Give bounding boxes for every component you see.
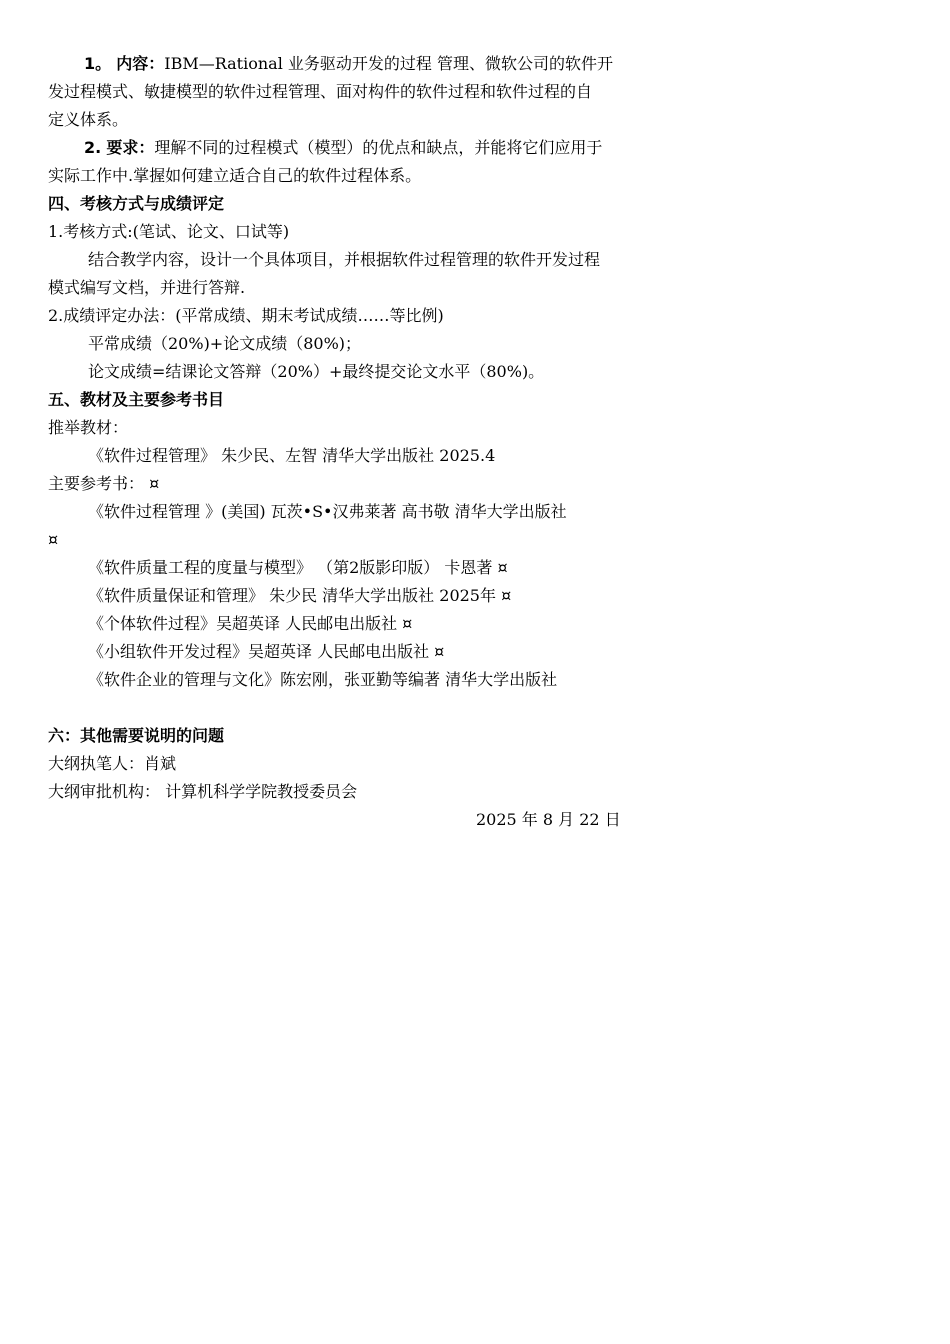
reference-6: 《软件企业的管理与文化》陈宏刚，张亚勤等编著 清华大学出版社 xyxy=(88,670,558,689)
blank-line xyxy=(48,694,718,722)
recommended-textbook-label: 推举教材： xyxy=(48,418,129,437)
syllabus-approver: 大纲审批机构： 计算机科学学院教授委员会 xyxy=(48,782,358,801)
references-label: 主要参考书： ¤ xyxy=(48,474,160,493)
recommended-textbook: 《软件过程管理》 朱少民、左智 清华大学出版社 2025.4 xyxy=(88,446,496,465)
section-6-heading: 六：其他需要说明的问题 xyxy=(48,726,225,745)
requirement-line-1 xyxy=(48,134,718,162)
assessment-method: 1.考核方式:(笔试、论文、口试等) xyxy=(48,222,290,241)
content-text-1: IBM—Rational 业务驱动开发的过程 管理、微软公司的软件开 xyxy=(164,54,613,73)
content-text-2: 发过程模式、敏捷模型的软件过程管理、面对构件的软件过程和软件过程的自 xyxy=(48,82,593,101)
grading-method: 2.成绩评定办法：(平常成绩、期末考试成绩……等比例) xyxy=(48,306,444,325)
requirement-label: 要求： xyxy=(106,138,155,157)
assessment-method-body-1: 结合教学内容，设计一个具体项目，并根据软件过程管理的软件开发过程 xyxy=(88,250,601,269)
requirement-text-2: 实际工作中.掌握如何建立适合自己的软件过程体系。 xyxy=(48,166,422,185)
document-page xyxy=(48,50,718,834)
section-4-heading: 四、考核方式与成绩评定 xyxy=(48,194,225,213)
reference-3: 《软件质量保证和管理》 朱少民 清华大学出版社 2025年 ¤ xyxy=(88,586,512,605)
requirement-text-1: 理解不同的过程模式（模型）的优点和缺点，并能将它们应用于 xyxy=(154,138,603,157)
document-date: 2025 年 8 月 22 日 xyxy=(476,810,621,829)
reference-2: 《软件质量工程的度量与模型》 （第2版影印版） 卡恩著 ¤ xyxy=(88,558,508,577)
syllabus-author: 大纲执笔人：肖斌 xyxy=(48,754,177,773)
content-label: 内容： xyxy=(116,54,165,73)
assessment-method-body-2: 模式编写文档，并进行答辩. xyxy=(48,278,246,297)
content-line-1 xyxy=(48,50,718,78)
grading-method-body-1: 平常成绩（20%)+论文成绩（80%)； xyxy=(88,334,362,353)
content-number: 1。 xyxy=(84,54,112,73)
requirement-number: 2. xyxy=(84,138,102,157)
reference-1-continuation: ¤ xyxy=(48,530,59,549)
content-text-3: 定义体系。 xyxy=(48,110,129,129)
grading-method-body-2: 论文成绩=结课论文答辩（20%）+最终提交论文水平（80%)。 xyxy=(88,362,545,381)
reference-4: 《个体软件过程》吴超英译 人民邮电出版社 ¤ xyxy=(88,614,413,633)
section-5-heading: 五、教材及主要参考书目 xyxy=(48,390,225,409)
reference-5: 《小组软件开发过程》吴超英译 人民邮电出版社 ¤ xyxy=(88,642,445,661)
reference-1: 《软件过程管理 》(美国) 瓦茨•S•汉弗莱著 高书敬 清华大学出版社 xyxy=(88,502,567,521)
